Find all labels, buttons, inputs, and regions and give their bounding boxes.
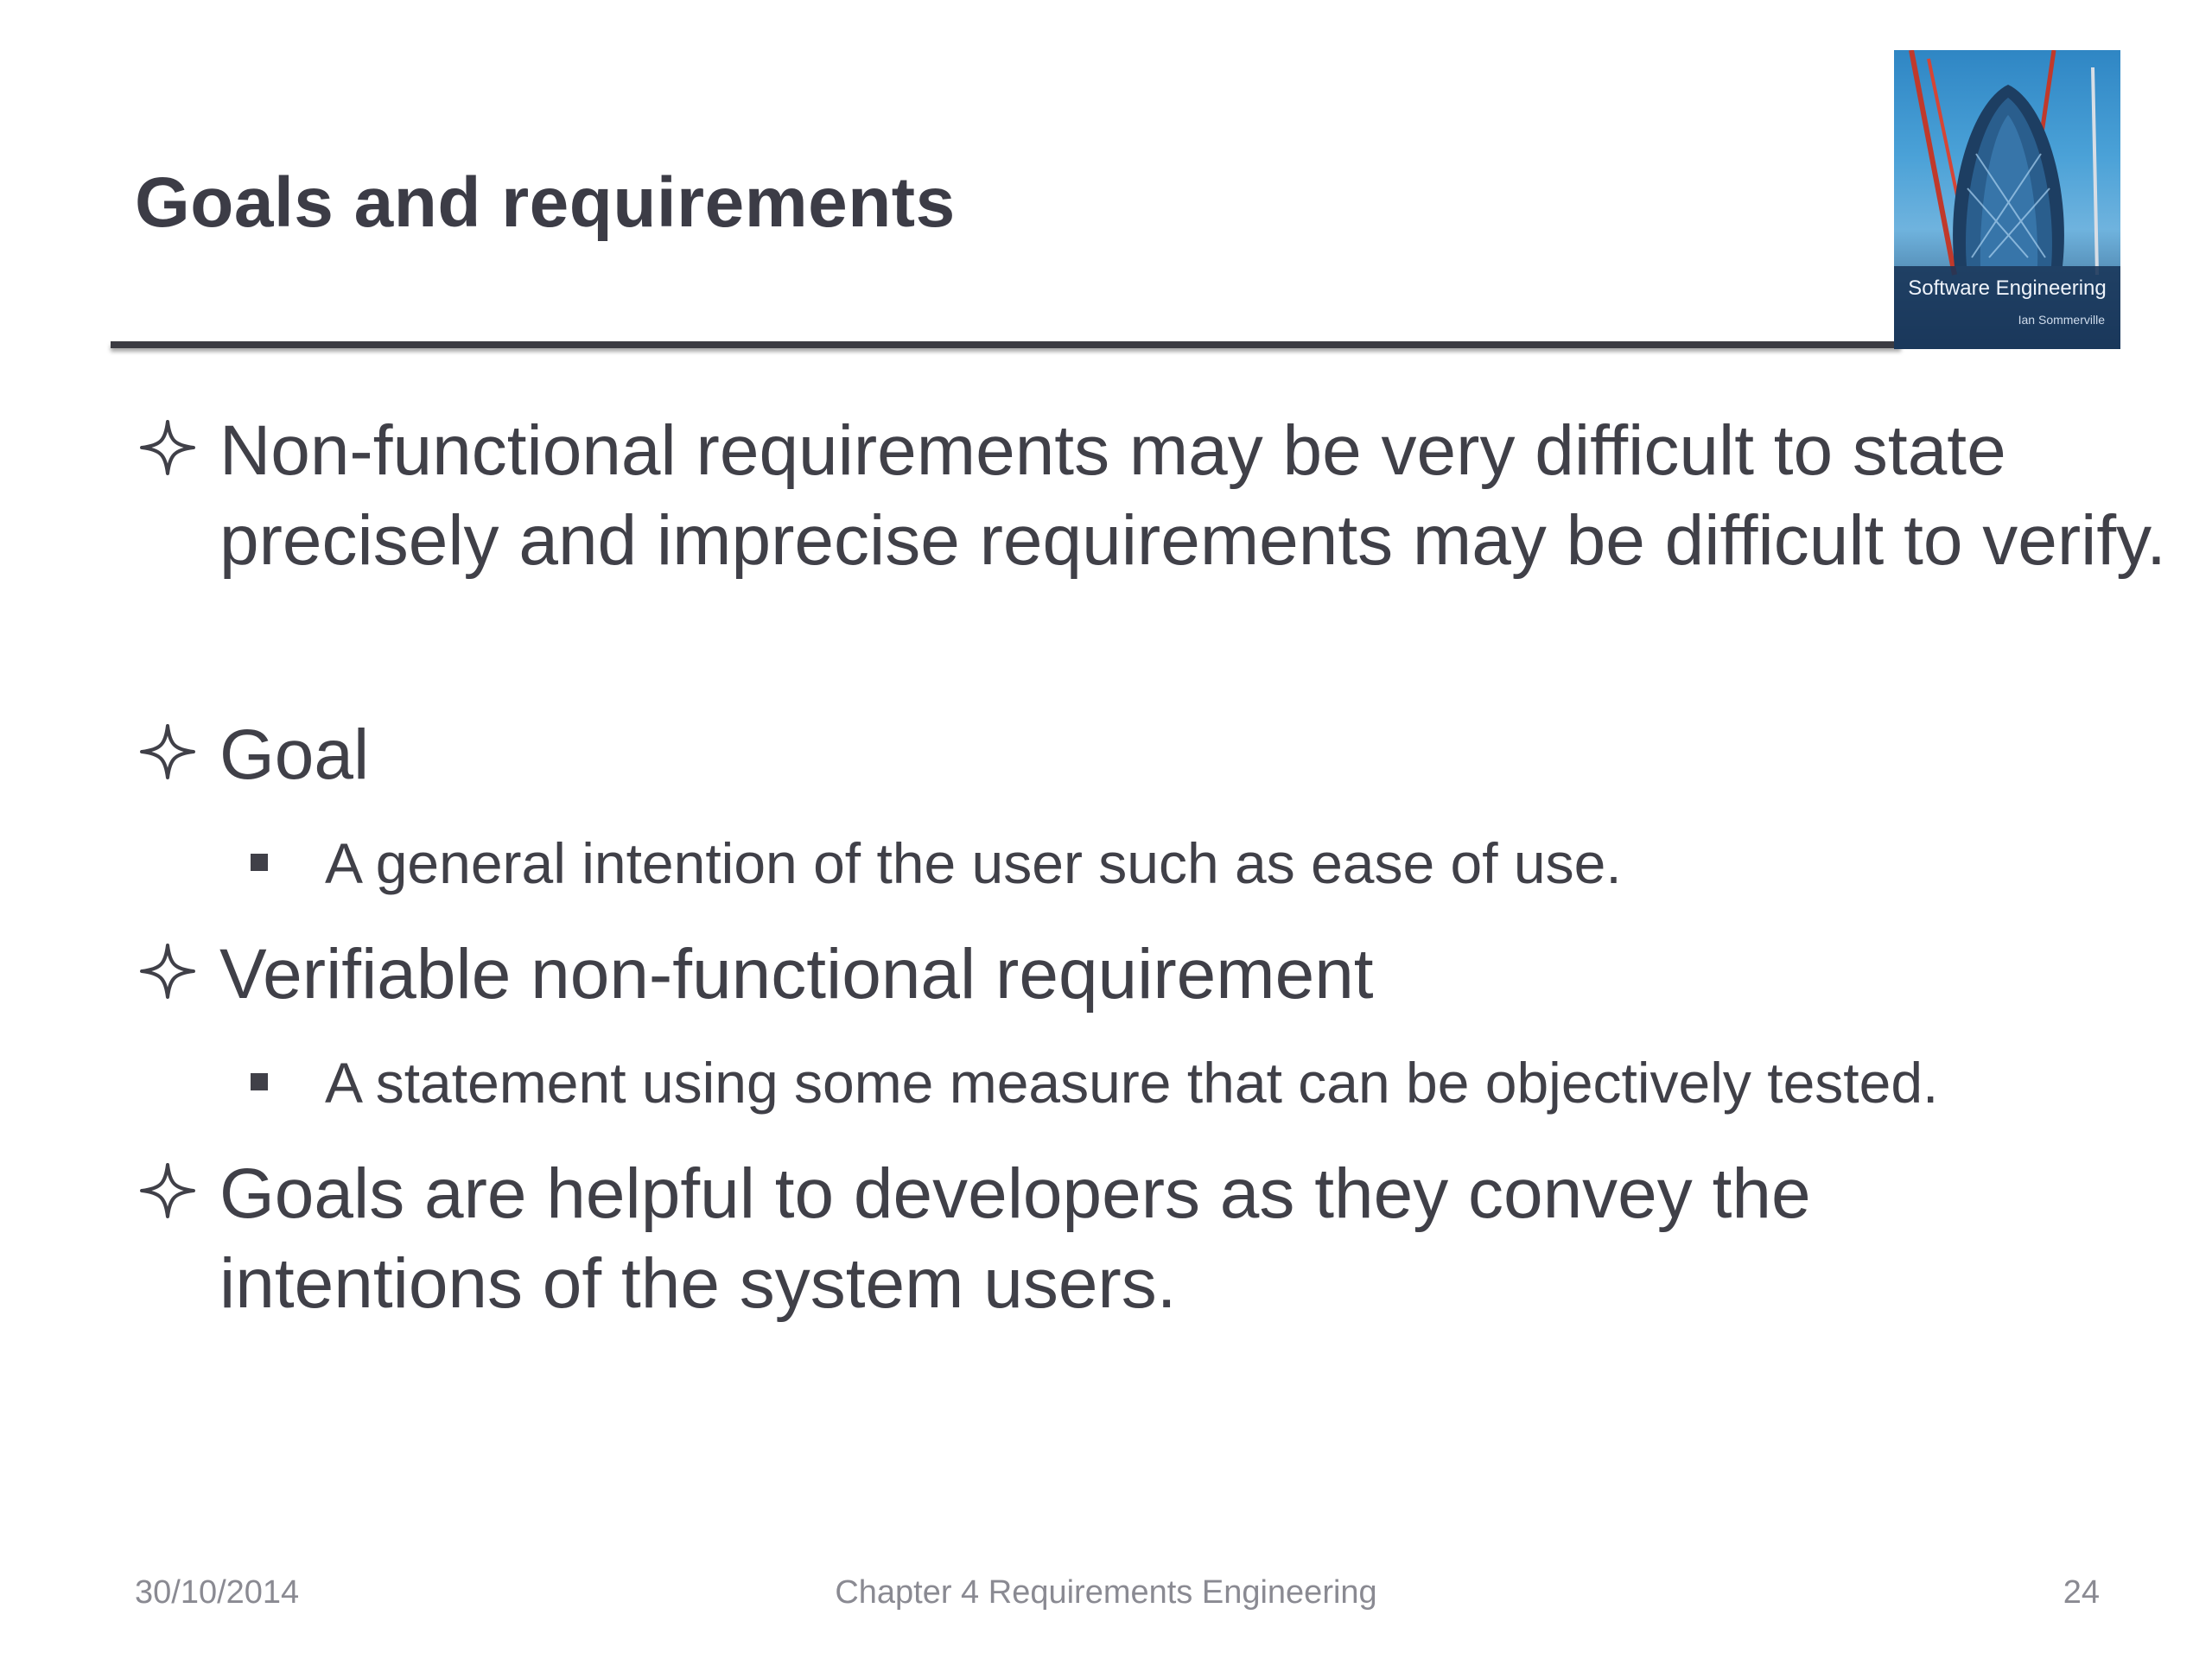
slide-title: Goals and requirements bbox=[135, 163, 956, 242]
bullet-item bbox=[138, 406, 2198, 586]
bullet-item bbox=[138, 930, 2198, 1020]
sub-bullet-text: A statement using some measure that can be objectively tested. bbox=[325, 1051, 1939, 1115]
footer-chapter: Chapter 4 Requirements Engineering bbox=[835, 1574, 1377, 1611]
bullet-text: Goals are helpful to developers as they convey the intentions of the system users. bbox=[219, 1154, 1811, 1323]
cover-title: Software Engineering bbox=[1908, 276, 2107, 300]
sub-bullet-text: A general intention of the user such as ease of use. bbox=[325, 831, 1622, 895]
sub-bullet-item bbox=[251, 828, 1622, 899]
book-cover-image bbox=[1894, 50, 2120, 349]
bullet-text: Verifiable non-functional requirement bbox=[219, 935, 1374, 1014]
cover-author: Ian Sommerville bbox=[2018, 313, 2105, 327]
square-bullet-icon bbox=[251, 854, 268, 871]
footer-date: 30/10/2014 bbox=[135, 1574, 300, 1611]
bullet-text: Goal bbox=[219, 715, 370, 794]
square-bullet-icon bbox=[251, 1073, 268, 1090]
footer-page-number: 24 bbox=[2063, 1574, 2100, 1611]
four-point-star-icon bbox=[138, 418, 197, 477]
bullet-text: Non-functional requirements may be very difficult to state precisely and imprecise requirements may be difficult to verify. bbox=[219, 411, 2166, 580]
four-point-star-icon bbox=[138, 722, 197, 781]
bullet-item bbox=[138, 1149, 2086, 1329]
sub-bullet-item bbox=[251, 1047, 1938, 1118]
four-point-star-icon bbox=[138, 942, 197, 1001]
bullet-item bbox=[138, 710, 2198, 800]
title-divider bbox=[111, 341, 1901, 348]
four-point-star-icon bbox=[138, 1161, 197, 1220]
